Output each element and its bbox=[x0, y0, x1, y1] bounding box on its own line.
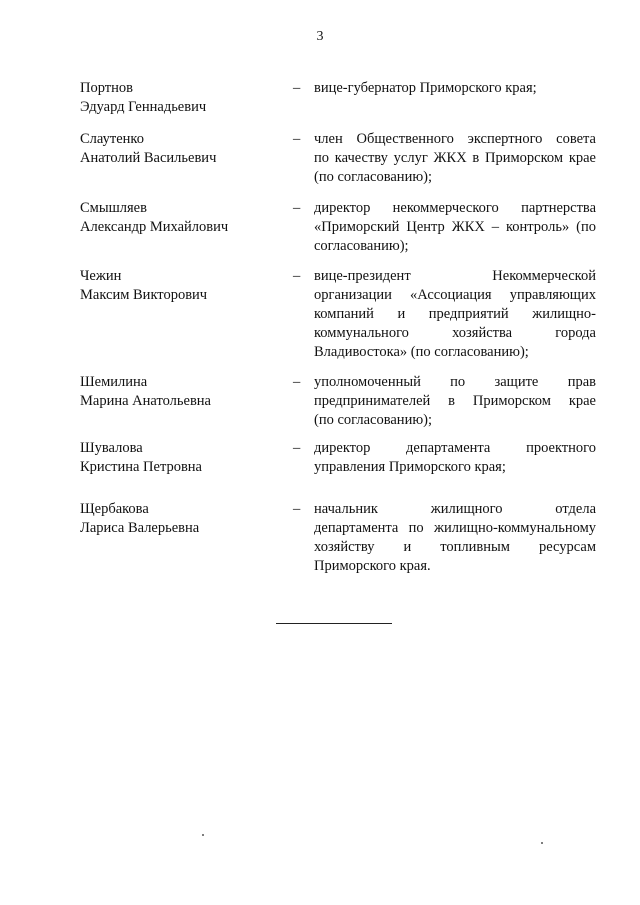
member-role bbox=[314, 439, 596, 477]
member-surname: Слаутенко bbox=[80, 131, 144, 147]
role-line: хозяйству и топливным ресурсам bbox=[314, 539, 596, 555]
role-line: по качеству услуг ЖКХ в Приморском крае bbox=[314, 150, 596, 166]
role-line: директор некоммерческого партнерства bbox=[314, 200, 596, 216]
member-role bbox=[314, 373, 596, 430]
member-given-names: Кристина Петровна bbox=[80, 459, 202, 475]
member-role bbox=[314, 500, 596, 576]
dash-separator: – bbox=[293, 268, 301, 284]
role-line: Владивостока» (по согласованию); bbox=[314, 344, 529, 360]
member-given-names: Лариса Валерьевна bbox=[80, 520, 200, 536]
member-name bbox=[80, 439, 280, 477]
role-line: коммунального хозяйства города bbox=[314, 325, 596, 341]
dash-separator: – bbox=[293, 440, 301, 456]
member-name bbox=[80, 373, 280, 411]
role-line: вице-губернатор Приморского края; bbox=[314, 80, 537, 96]
role-line: департамента по жилищно-коммунальному bbox=[314, 520, 596, 536]
member-surname: Шувалова bbox=[80, 440, 143, 456]
role-line: организации «Ассоциация управляющих bbox=[314, 287, 596, 303]
member-given-names: Анатолий Васильевич bbox=[80, 150, 217, 166]
role-line: Приморского края. bbox=[314, 558, 431, 574]
scan-speck bbox=[202, 834, 204, 836]
role-line: (по согласованию); bbox=[314, 169, 433, 185]
role-line: уполномоченный по защите прав bbox=[314, 374, 596, 390]
member-name bbox=[80, 199, 280, 237]
member-surname: Чежин bbox=[80, 268, 122, 284]
role-line: предпринимателей в Приморском крае bbox=[314, 393, 596, 409]
role-line: (по согласованию); bbox=[314, 412, 433, 428]
role-line: член Общественного экспертного совета bbox=[314, 131, 596, 147]
role-line: компаний и предприятий жилищно- bbox=[314, 306, 596, 322]
page-number: 3 bbox=[316, 29, 324, 44]
scan-speck bbox=[541, 842, 543, 844]
member-surname: Портнов bbox=[80, 80, 133, 96]
role-line: вице-президент Некоммерческой bbox=[314, 268, 596, 284]
role-line: «Приморский Центр ЖКХ – контроль» (по bbox=[314, 219, 596, 235]
member-name bbox=[80, 79, 280, 117]
member-role bbox=[314, 267, 596, 362]
member-surname: Щербакова bbox=[80, 501, 149, 517]
dash-separator: – bbox=[293, 501, 301, 517]
member-name bbox=[80, 500, 280, 538]
dash-separator: – bbox=[293, 200, 301, 216]
dash-separator: – bbox=[293, 131, 301, 147]
member-role bbox=[314, 130, 596, 187]
end-of-list-rule bbox=[276, 623, 392, 624]
role-line: управления Приморского края; bbox=[314, 459, 506, 475]
member-given-names: Марина Анатольевна bbox=[80, 393, 211, 409]
role-line: начальник жилищного отдела bbox=[314, 501, 596, 517]
member-role bbox=[314, 199, 596, 256]
member-role bbox=[314, 79, 596, 98]
member-surname: Шемилина bbox=[80, 374, 148, 390]
role-line: согласованию); bbox=[314, 238, 409, 254]
member-name bbox=[80, 130, 280, 168]
dash-separator: – bbox=[293, 80, 301, 96]
dash-separator: – bbox=[293, 374, 301, 390]
member-given-names: Эдуард Геннадьевич bbox=[80, 99, 207, 115]
member-name bbox=[80, 267, 280, 305]
member-given-names: Максим Викторович bbox=[80, 287, 208, 303]
role-line: директор департамента проектного bbox=[314, 440, 596, 456]
member-surname: Смышляев bbox=[80, 200, 147, 216]
member-given-names: Александр Михайлович bbox=[80, 219, 229, 235]
